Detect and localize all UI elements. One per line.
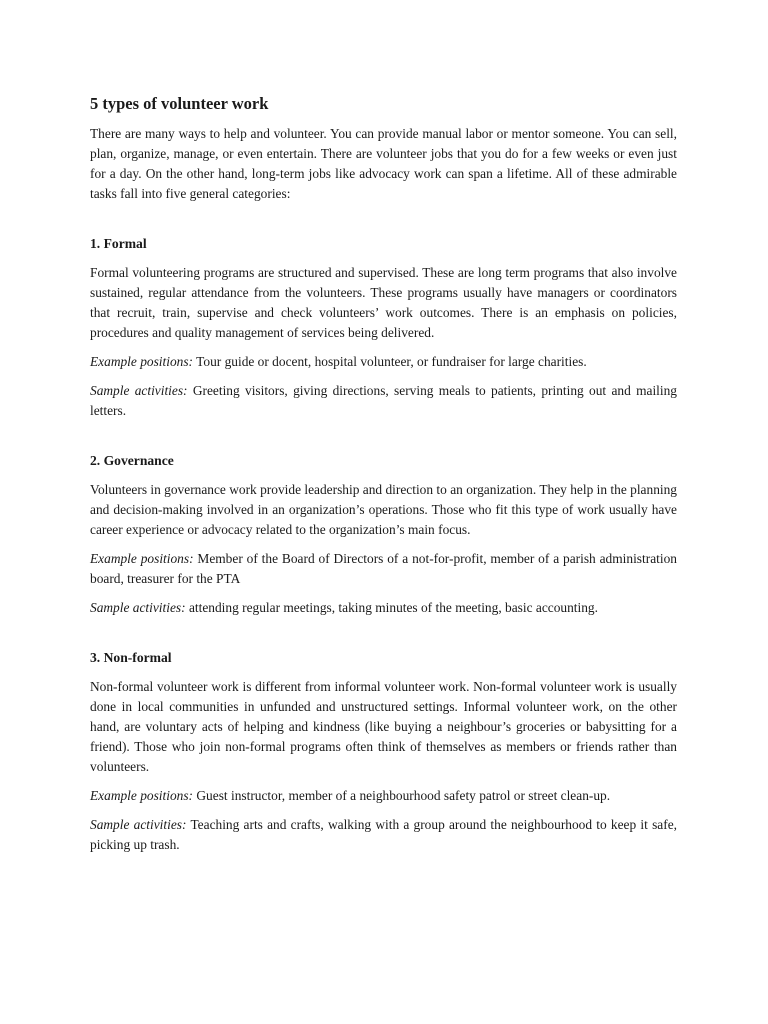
sample-activities <box>90 815 677 855</box>
example-positions-text: Tour guide or docent, hospital volunteer, or fundraiser for large charities. <box>196 354 587 369</box>
section-heading: 3. Non-formal <box>90 650 172 665</box>
document-page <box>90 93 677 885</box>
sample-activities-label: Sample activities: <box>90 600 186 615</box>
section-formal <box>90 234 677 421</box>
example-positions <box>90 549 677 589</box>
example-positions-label: Example positions: <box>90 551 194 566</box>
sample-activities-text: Greeting visitors, giving directions, serving meals to patients, printing out and mailing letters. <box>90 383 677 418</box>
sample-activities-label: Sample activities: <box>90 383 188 398</box>
section-heading: 2. Governance <box>90 453 174 468</box>
sample-activities <box>90 381 677 421</box>
example-positions-text: Member of the Board of Directors of a not-for-profit, member of a parish administration board, treasurer for the PTA <box>90 551 677 586</box>
section-non-formal <box>90 648 677 855</box>
section-description: Formal volunteering programs are structured and supervised. These are long term programs that also involve sustained, regular attendance from the volunteers. These programs usually have managers or coordinators that recruit, train, supervise and check volunteers’ work outcomes. There is an emphasis on policies, procedures and quality management of services being delivered. <box>90 265 677 340</box>
page-title: 5 types of volunteer work <box>90 94 269 113</box>
sample-activities-label: Sample activities: <box>90 817 187 832</box>
example-positions-text: Guest instructor, member of a neighbourhood safety patrol or street clean-up. <box>196 788 611 803</box>
example-positions-label: Example positions: <box>90 354 194 369</box>
example-positions <box>90 352 677 372</box>
section-governance <box>90 451 677 618</box>
section-description: Non-formal volunteer work is different from informal volunteer work. Non-formal volunteer work is usually done in local communities in unfunded and unstructured settings. Informal volunteer work, on the other hand, are voluntary acts of helping and kindness (like buying a neighbour’s groceries or babysitting for a friend). Those who join non-formal programs often think of themselves as members or friends rather than volunteers. <box>90 679 677 774</box>
example-positions <box>90 786 677 806</box>
sample-activities <box>90 598 677 618</box>
section-description: Volunteers in governance work provide leadership and direction to an organization. They help in the planning and decision-making involved in an organization’s operations. Those who fit this type of work usually have career experience or advocacy related to the organization’s main focus. <box>90 482 677 537</box>
sample-activities-text: Teaching arts and crafts, walking with a group around the neighbourhood to keep it safe, picking up trash. <box>90 817 677 852</box>
intro-paragraph: There are many ways to help and volunteer. You can provide manual labor or mentor someone. You can sell, plan, organize, manage, or even entertain. There are volunteer jobs that you do for a few weeks or even just for a day. On the other hand, long-term jobs like advocacy work can span a lifetime. All of these admirable tasks fall into five general categories: <box>90 126 677 201</box>
section-heading: 1. Formal <box>90 236 147 251</box>
sample-activities-text: attending regular meetings, taking minutes of the meeting, basic accounting. <box>188 600 598 615</box>
example-positions-label: Example positions: <box>90 788 194 803</box>
